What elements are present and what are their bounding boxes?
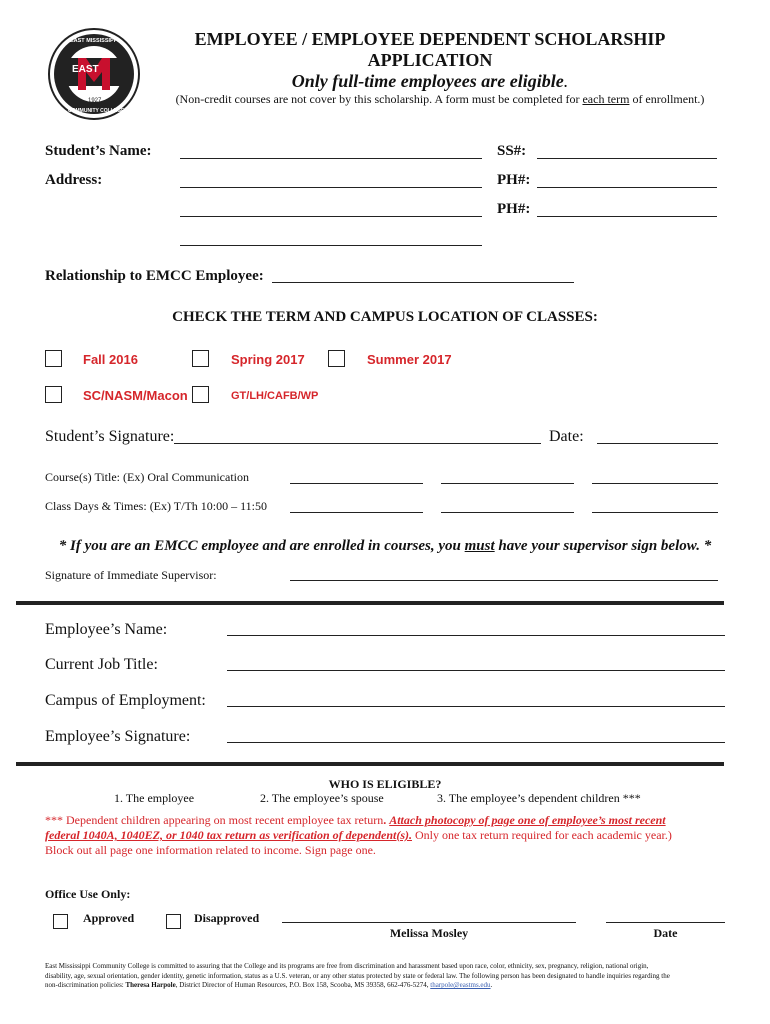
approved-label: Approved xyxy=(83,911,135,925)
sc-nasm-macon-label: SC/NASM/Macon xyxy=(83,388,188,403)
student-signature-field[interactable] xyxy=(174,443,541,444)
disapproved-label: Disapproved xyxy=(194,911,260,925)
sc-nasm-macon-checkbox[interactable] xyxy=(45,386,62,403)
class-days-field-3[interactable] xyxy=(592,512,718,513)
address-label: Address: xyxy=(45,172,103,188)
dependents-note: *** Dependent children appearing on most recent employee tax return. Attach photocopy of page one of employee’s most recent federal 1040A, 1040EZ, or 1040 tax return as verification of dependent(s). Only one tax return required for each academic year.) Block out all page one information related to income. Sign page one. xyxy=(45,813,672,857)
section-divider-top xyxy=(16,601,724,605)
supervisor-signature-field[interactable] xyxy=(290,580,718,581)
address-line-1[interactable] xyxy=(180,187,482,188)
student-name-label: Student’s Name: xyxy=(45,143,152,159)
summer-2017-label: Summer 2017 xyxy=(367,352,452,367)
course-title-field-1[interactable] xyxy=(290,483,423,484)
phone-label: PH#: xyxy=(497,172,531,188)
employee-signature-label: Employee’s Signature: xyxy=(45,728,191,745)
approval-date-field[interactable] xyxy=(606,922,725,923)
employee-signature-field[interactable] xyxy=(227,742,725,743)
approver-name: Melissa Mosley xyxy=(389,926,469,940)
who-eligible-heading: WHO IS ELIGIBLE? xyxy=(328,777,442,791)
svg-text:EAST: EAST xyxy=(72,64,99,75)
gt-lh-cafb-wp-checkbox[interactable] xyxy=(192,386,209,403)
date-label: Date: xyxy=(549,428,584,445)
student-signature-label: Student’s Signature: xyxy=(45,428,175,445)
relationship-label: Relationship to EMCC Employee: xyxy=(45,268,264,284)
form-title-line1: EMPLOYEE / EMPLOYEE DEPENDENT SCHOLARSHIP xyxy=(194,29,666,49)
phone-field[interactable] xyxy=(537,187,717,188)
class-days-field-2[interactable] xyxy=(441,512,574,513)
supervisor-signature-label: Signature of Immediate Supervisor: xyxy=(45,568,217,582)
address-line-3[interactable] xyxy=(180,245,482,246)
svg-text:COMMUNITY COLLEGE: COMMUNITY COLLEGE xyxy=(68,108,125,114)
office-use-heading: Office Use Only: xyxy=(45,887,131,901)
eligible-item-1: 1. The employee xyxy=(114,791,195,805)
summer-2017-checkbox[interactable] xyxy=(328,350,345,367)
header-note: (Non-credit courses are not cover by this scholarship. A form must be completed for each term of enrollment.) xyxy=(175,92,705,106)
job-title-field[interactable] xyxy=(227,670,725,671)
class-days-label: Class Days & Times: (Ex) T/Th 10:00 – 11:50 xyxy=(45,499,268,513)
fall-2016-checkbox[interactable] xyxy=(45,350,62,367)
employee-name-label: Employee’s Name: xyxy=(45,621,168,638)
form-title-line2: APPLICATION xyxy=(367,50,493,70)
disapproved-checkbox[interactable] xyxy=(166,914,181,929)
fall-2016-label: Fall 2016 xyxy=(83,352,138,367)
approved-checkbox[interactable] xyxy=(53,914,68,929)
gt-lh-cafb-wp-label: GT/LH/CAFB/WP xyxy=(231,390,319,402)
address-line-2[interactable] xyxy=(180,216,482,217)
term-campus-heading: CHECK THE TERM AND CAMPUS LOCATION OF CLASSES: xyxy=(172,309,598,325)
job-title-label: Current Job Title: xyxy=(45,656,158,673)
approver-signature-field[interactable] xyxy=(282,922,576,923)
ss-field[interactable] xyxy=(537,158,717,159)
svg-text:1927: 1927 xyxy=(88,98,102,104)
eligibility-subtitle: Only full-time employees are eligible. xyxy=(291,71,569,91)
svg-text:EAST MISSISSIPPI: EAST MISSISSIPPI xyxy=(70,38,119,44)
course-title-field-2[interactable] xyxy=(441,483,574,484)
campus-field[interactable] xyxy=(227,706,725,707)
course-title-label: Course(s) Title: (Ex) Oral Communication xyxy=(45,470,249,484)
nondiscrimination-footer: East Mississippi Community College is committed to assuring that the College and its programs are free from discrimination and harassment based upon race, color, ethnicity, sex, pregnancy, religion, national origin, disability, age, sexual orientation, gender identity, genetic information, status as a U.S. veteran, or any other status protected by state or federal law. The following person has been designated to handle inquiries regarding the non-discrimination policies: Theresa Harpole, District Director of Human Resources, P.O. Box 158, Scooba, MS 39358, 662-476-5274, tharpole@eastms.edu. xyxy=(45,962,670,989)
date-field[interactable] xyxy=(597,443,718,444)
supervisor-notice: * If you are an EMCC employee and are enrolled in courses, you must have your supervisor sign below. * xyxy=(58,538,712,554)
eligible-item-2: 2. The employee’s spouse xyxy=(260,791,384,805)
campus-label: Campus of Employment: xyxy=(45,692,206,709)
phone2-field[interactable] xyxy=(537,216,717,217)
spring-2017-label: Spring 2017 xyxy=(231,352,305,367)
class-days-field-1[interactable] xyxy=(290,512,423,513)
college-logo xyxy=(48,28,140,120)
phone2-label: PH#: xyxy=(497,201,531,217)
relationship-field[interactable] xyxy=(272,282,574,283)
employee-name-field[interactable] xyxy=(227,635,725,636)
ss-label: SS#: xyxy=(497,143,527,159)
student-name-field[interactable] xyxy=(180,158,482,159)
approval-date-label: Date xyxy=(653,926,678,940)
spring-2017-checkbox[interactable] xyxy=(192,350,209,367)
email-link[interactable]: tharpole@eastms.edu xyxy=(430,981,491,989)
eligible-item-3: 3. The employee’s dependent children *** xyxy=(437,791,641,805)
course-title-field-3[interactable] xyxy=(592,483,718,484)
section-divider-bottom xyxy=(16,762,724,766)
